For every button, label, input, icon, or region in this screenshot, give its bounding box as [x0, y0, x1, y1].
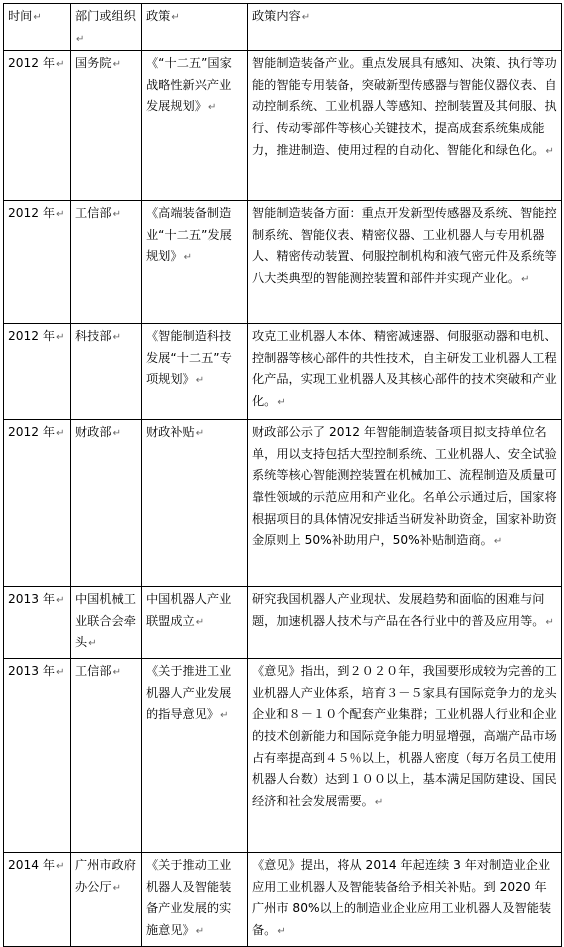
- return-mark: ↵: [33, 12, 42, 23]
- table-row: [4, 324, 562, 420]
- table-row: [4, 587, 562, 659]
- return-mark: ↵: [521, 273, 530, 285]
- cell-year: 2014 年↵: [4, 853, 71, 947]
- return-mark: ↵: [76, 33, 85, 45]
- return-mark: ↵: [88, 638, 97, 650]
- cell-year: 2012 年↵: [4, 51, 71, 201]
- return-mark: ↵: [301, 12, 311, 23]
- return-mark: ↵: [374, 796, 384, 808]
- return-mark: ↵: [56, 59, 65, 71]
- return-mark: ↵: [493, 536, 503, 548]
- return-mark: ↵: [207, 102, 217, 114]
- cell-policy: 《智能制造科技发展“十二五”专项规划》↵: [142, 324, 248, 420]
- header-cell-policy: 政策↵: [142, 4, 248, 51]
- cell-dept: 科技部↵: [71, 324, 142, 420]
- cell-dept: 国务院↵: [71, 51, 142, 201]
- return-mark: ↵: [112, 667, 121, 679]
- return-mark: ↵: [56, 428, 65, 440]
- cell-policy: 《关于推进工业机器人产业发展的指导意见》↵: [142, 659, 248, 853]
- return-mark: ↵: [220, 710, 229, 722]
- return-mark: ↵: [183, 252, 192, 264]
- cell-policy: 《关于推动工业机器人及智能装备产业发展的实施意见》↵: [142, 853, 248, 947]
- cell-dept: 工信部↵: [71, 201, 142, 324]
- header-cell-dept: 部门或组织↵: [71, 4, 142, 51]
- cell-policy: 中国机器人产业联盟成立↵: [142, 587, 248, 659]
- cell-dept: 财政部↵: [71, 420, 142, 587]
- policy-table: [3, 3, 562, 947]
- table-row: [4, 420, 562, 587]
- return-mark: ↵: [112, 209, 121, 221]
- cell-dept: 工信部↵: [71, 659, 142, 853]
- return-mark: ↵: [545, 145, 554, 157]
- cell-content: 《意见》提出，将从 2014 年起连续 3 年对制造业企业应用工业机器人及智能装备给予相关补贴。到 2020 年广州市 80%以上的制造业企业应用工业机器人及智能装备。↵: [248, 853, 562, 947]
- cell-year: 2012 年↵: [4, 201, 71, 324]
- cell-policy: 《“十二五”国家战略性新兴产业发展规划》↵: [142, 51, 248, 201]
- return-mark: ↵: [112, 332, 121, 344]
- return-mark: ↵: [545, 616, 554, 628]
- table-row: [4, 659, 562, 853]
- cell-year: 2013 年↵: [4, 587, 71, 659]
- header-cell-time: 时间↵: [4, 4, 71, 51]
- cell-year: 2012 年↵: [4, 324, 71, 420]
- return-mark: ↵: [56, 667, 65, 679]
- return-mark: ↵: [112, 59, 121, 71]
- cell-year: 2013 年↵: [4, 659, 71, 853]
- return-mark: ↵: [56, 861, 65, 873]
- return-mark: ↵: [171, 12, 180, 23]
- cell-policy: 财政补贴↵: [142, 420, 248, 587]
- cell-content: 攻克工业机器人本体、精密减速器、伺服驱动器和电机、控制器等核心部件的共性技术，自主研发工业机器人工程化产品，实现工业机器人及其核心部件的技术突破和产业化。↵: [248, 324, 562, 420]
- return-mark: ↵: [56, 595, 65, 607]
- cell-content: 《意见》指出，到２０２０年，我国要形成较为完善的工业机器人产业体系，培育３－５家具有国际竞争力的龙头企业和８－１０个配套产业集群；工业机器人行业和企业的技术创新能力和国际竞争能力明显增强，高端产品市场占有率提高到４５％以上，机器人密度（每万名员工使用机器人台数）达到１００以上，基本满足国防建设、国民经济和社会发展需要。↵: [248, 659, 562, 853]
- return-mark: ↵: [112, 882, 121, 894]
- cell-policy: 《高端装备制造业“十二五”发展规划》↵: [142, 201, 248, 324]
- return-mark: ↵: [277, 396, 286, 408]
- cell-content: 智能制造装备方面：重点开发新型传感器及系统、智能控制系统、智能仪表、精密仪器、工业机器人与专用机器人、精密传动装置、伺服控制机构和液气密元件及系统等八大类典型的智能测控装置和部件并实现产业化。↵: [248, 201, 562, 324]
- return-mark: ↵: [56, 332, 65, 344]
- return-mark: ↵: [56, 209, 65, 221]
- cell-year: 2012 年↵: [4, 420, 71, 587]
- table-row: [4, 853, 562, 947]
- table-row: [4, 51, 562, 201]
- cell-content: 财政部公示了 2012 年智能制造装备项目拟支持单位名单，用以支持包括大型控制系统、工业机器人、安全试验系统等核心智能测控装置在机械加工、流程制造及质量可靠性领域的示范应用和产业化。名单公示通过后，国家将根据项目的具体情况安排适当研发补助资金，国家补助资金原则上 50%补助用户，50%补贴制造商。↵: [248, 420, 562, 587]
- return-mark: ↵: [195, 428, 205, 440]
- return-mark: ↵: [195, 375, 205, 387]
- return-mark: ↵: [195, 925, 205, 937]
- cell-dept: 中国机械工业联合会牵头↵: [71, 587, 142, 659]
- return-mark: ↵: [195, 616, 205, 628]
- return-mark: ↵: [112, 428, 121, 440]
- header-row: [4, 4, 562, 51]
- cell-content: 智能制造装备产业。重点发展具有感知、决策、执行等功能的智能专用装备，突破新型传感器与智能仪器仪表、自动控制系统、工业机器人等感知、控制装置及其伺服、执行、传动零部件等核心关键技术，提高成套系统集成能力，推进制造、使用过程的自动化、智能化和绿色化。↵: [248, 51, 562, 201]
- cell-content: 研究我国机器人产业现状、发展趋势和面临的困难与问题，加速机器人技术与产品在各行业中的普及应用等。↵: [248, 587, 562, 659]
- return-mark: ↵: [277, 925, 286, 937]
- header-cell-content: 政策内容↵: [248, 4, 562, 51]
- cell-dept: 广州市政府办公厅↵: [71, 853, 142, 947]
- table-row: [4, 201, 562, 324]
